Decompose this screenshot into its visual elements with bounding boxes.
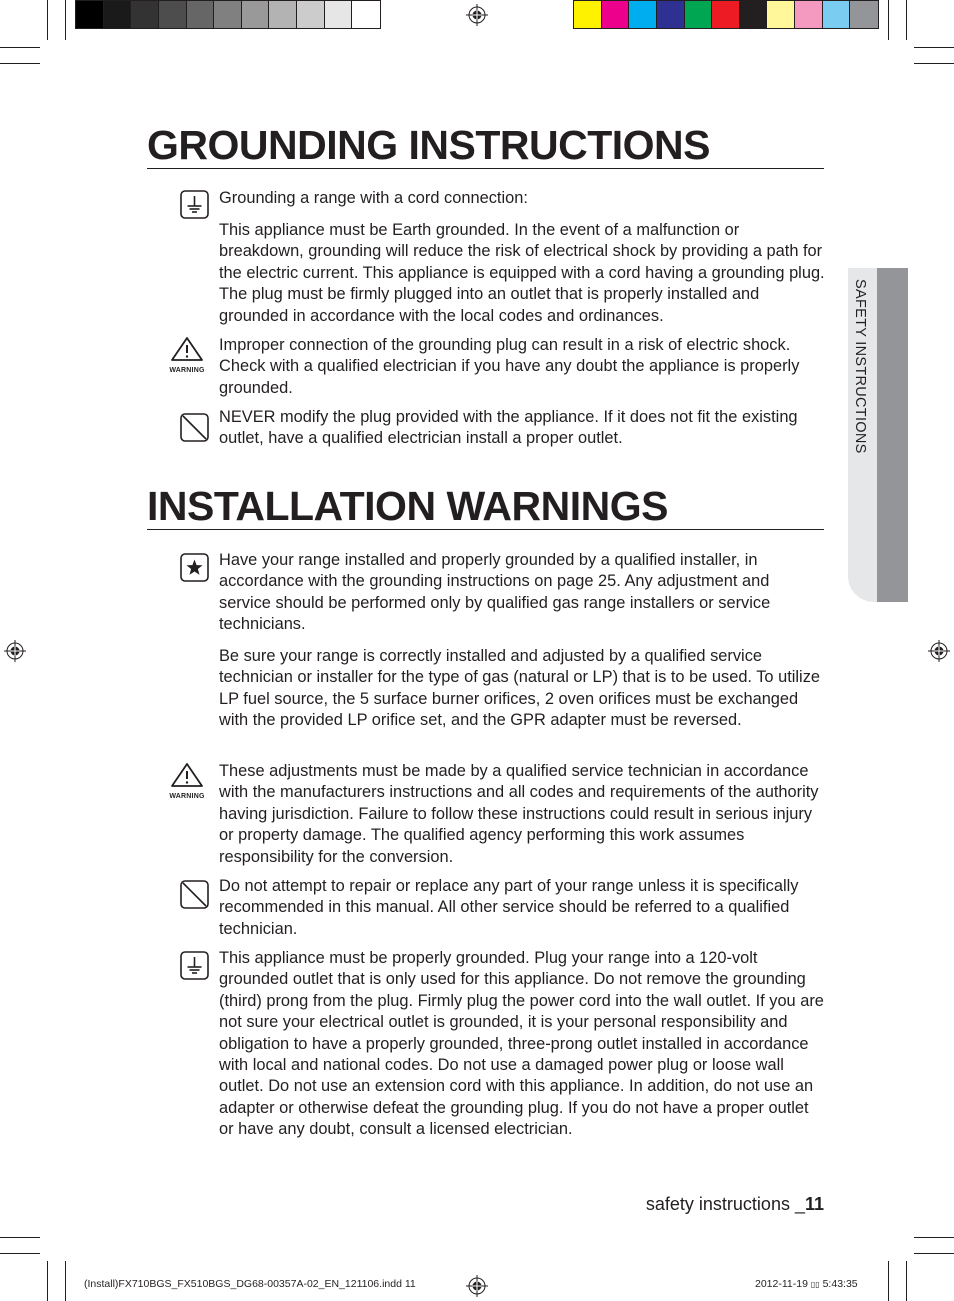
installation-warning: These adjustments must be made by a qualified service technician in accordance with the manufacturers instructions and all codes and requirements of the authority having jurisdiction. Failure to follow these instructions could result in serious injury or property damage. The qualified agency performing this work assumes responsibility for the conversion.: [219, 762, 819, 866]
side-tab-label: SAFETY INSTRUCTIONS: [852, 279, 868, 454]
heading-installation-warnings: INSTALLATION WARNINGS: [147, 486, 824, 530]
page-number: 11: [804, 1194, 824, 1214]
color-swatch: [629, 1, 657, 28]
color-swatch: [685, 1, 713, 28]
installation-repair-notice: Do not attempt to repair or replace any part of your range unless it is specifically recommended in this manual. All other service should be referred to a qualified technician.: [219, 877, 799, 938]
registration-mark-icon: [4, 640, 26, 662]
color-swatch: [767, 1, 795, 28]
installation-grounding-notice: This appliance must be properly grounded. Plug your range into a 120-volt grounded outlet that is only used for this appliance. Do not remove the grounding (third) prong from the plug. Firmly plug the power cord into the wall outlet. If you are not sure your electrical outlet is grounded, it is your personal responsibility and obligation to have a properly grounded, three-prong outlet installed in accordance with local and national codes. Do not use a damaged power plug or loose wall outlet. Do not use an extension cord with this appliance. In addition, do not use an adapter or otherwise defeat the grounding plug. If you do not have a proper outlet or have any doubt, consult a licensed electrician.: [219, 949, 824, 1139]
color-swatch: [657, 1, 685, 28]
gray-color-bar: [75, 0, 381, 29]
grounding-paragraph: This appliance must be Earth grounded. In the event of a malfunction or breakdown, grounding will reduce the risk of electrical shock by providing a path for the electric current. This appliance is equipped with a cord having a grounding plug. The plug must be firmly plugged into an outlet that is properly installed and grounded in accordance with the local codes and ordinances.: [219, 221, 825, 325]
warning-icon: [165, 336, 209, 374]
ground-icon: [180, 190, 209, 219]
color-swatch: [104, 1, 132, 28]
registration-mark-icon: [466, 4, 488, 26]
heading-grounding-instructions: GROUNDING INSTRUCTIONS: [147, 125, 824, 169]
star-icon: [180, 553, 209, 582]
color-swatch: [269, 1, 297, 28]
color-swatch: [242, 1, 270, 28]
slug-filename: (Install)FX710BGS_FX510BGS_DG68-00357A-02_EN_121106.indd 11: [84, 1278, 416, 1290]
registration-mark-icon: [928, 640, 950, 662]
color-swatch: [131, 1, 159, 28]
color-swatch: [214, 1, 242, 28]
footer-page-label: safety instructions _: [645, 1194, 805, 1214]
color-swatch: [325, 1, 353, 28]
installation-paragraph-2: Be sure your range is correctly installed and adjusted by a qualified service technician or installer for the type of gas (natural or LP) that is to be used. To utilize LP fuel source, the 5 surface burner orifices, 2 oven orifices must be exchanged with the provided LP orifice set, and the GPR adapter must be reversed.: [219, 647, 821, 730]
warning-label: WARNING: [169, 793, 205, 800]
color-swatch: [159, 1, 187, 28]
color-swatch: [187, 1, 215, 28]
slug-glyph: ▯▯: [810, 1280, 820, 1289]
color-swatch: [76, 1, 104, 28]
color-swatch: [823, 1, 851, 28]
process-color-bar: [573, 0, 879, 29]
color-swatch: [297, 1, 325, 28]
warning-icon: [165, 762, 209, 800]
ground-icon: [180, 951, 209, 980]
color-swatch: [850, 1, 878, 28]
grounding-intro: Grounding a range with a cord connection:: [219, 189, 528, 207]
installation-paragraph-1: Have your range installed and properly grounded by a qualified installer, in accordance with the grounding instructions on page 25. Any adjustment and service should be performed only by qualified gas range installers or service technicians.: [219, 551, 771, 634]
grounding-warning: Improper connection of the grounding plug can result in a risk of electric shock. Check with a qualified electrician if you have any doubt the appliance is properly grounded.: [219, 336, 800, 397]
prohibited-icon: [180, 413, 209, 442]
slug-timestamp: [755, 1278, 858, 1290]
color-swatch: [574, 1, 602, 28]
color-swatch: [602, 1, 630, 28]
color-swatch: [795, 1, 823, 28]
prohibited-icon: [180, 880, 209, 909]
color-swatch: [740, 1, 768, 28]
slug-date: 2012-11-19: [755, 1278, 808, 1290]
slug-time: 5:43:35: [822, 1278, 858, 1290]
grounding-never-modify: NEVER modify the plug provided with the appliance. If it does not fit the existing outlet, have a qualified electrician install a proper outlet.: [219, 408, 798, 448]
color-swatch: [712, 1, 740, 28]
registration-mark-icon: [466, 1275, 488, 1297]
page-footer: [646, 1194, 824, 1215]
warning-label: WARNING: [169, 367, 205, 374]
color-swatch: [352, 1, 380, 28]
side-tab-stripe: [877, 268, 908, 602]
